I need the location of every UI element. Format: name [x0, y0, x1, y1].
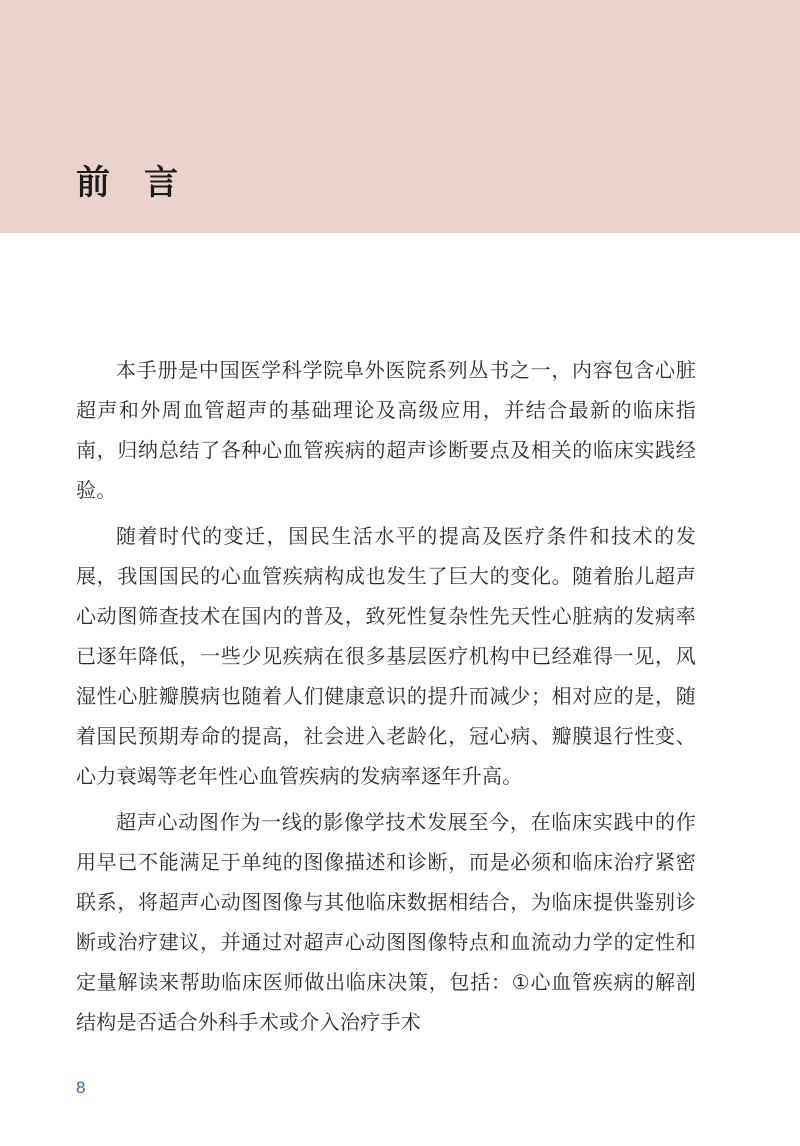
page-number: 8: [76, 1078, 86, 1097]
paragraph: 本手册是中国医学科学院阜外医院系列丛书之一，内容包含心脏超声和外周血管超声的基础理论及高级应用，并结合最新的临床指南，归纳总结了各种心血管疾病的超声诊断要点及相关的临床实践经验。: [76, 358, 696, 502]
paragraph: 超声心动图作为一线的影像学技术发展至今，在临床实践中的作用早已不能满足于单纯的图像描述和诊断，而是必须和临床治疗紧密联系，将超声心动图图像与其他临床数据相结合，为临床提供鉴别诊断或治疗建议，并通过对超声心动图图像特点和血流动力学的定性和定量解读来帮助临床医师做出临床决策，包括：①心血管疾病的解剖结构是否适合外科手术或介入治疗手术: [76, 810, 696, 1034]
body-text: [76, 350, 696, 1048]
paragraph: 随着时代的变迁，国民生活水平的提高及医疗条件和技术的发展，我国国民的心血管疾病构成也发生了巨大的变化。随着胎儿超声心动图筛查技术在国内的普及，致死性复杂性先天性心脏病的发病率已逐年降低，一些少见疾病在很多基层医疗机构中已经难得一见，风湿性心脏瓣膜病也随着人们健康意识的提升而减少；相对应的是，随着国民预期寿命的提高，社会进入老龄化，冠心病、瓣膜退行性变、心力衰竭等老年性心血管疾病的发病率逐年升高。: [76, 524, 696, 788]
header-band: [0, 0, 800, 233]
page-title: 前言: [76, 163, 212, 203]
